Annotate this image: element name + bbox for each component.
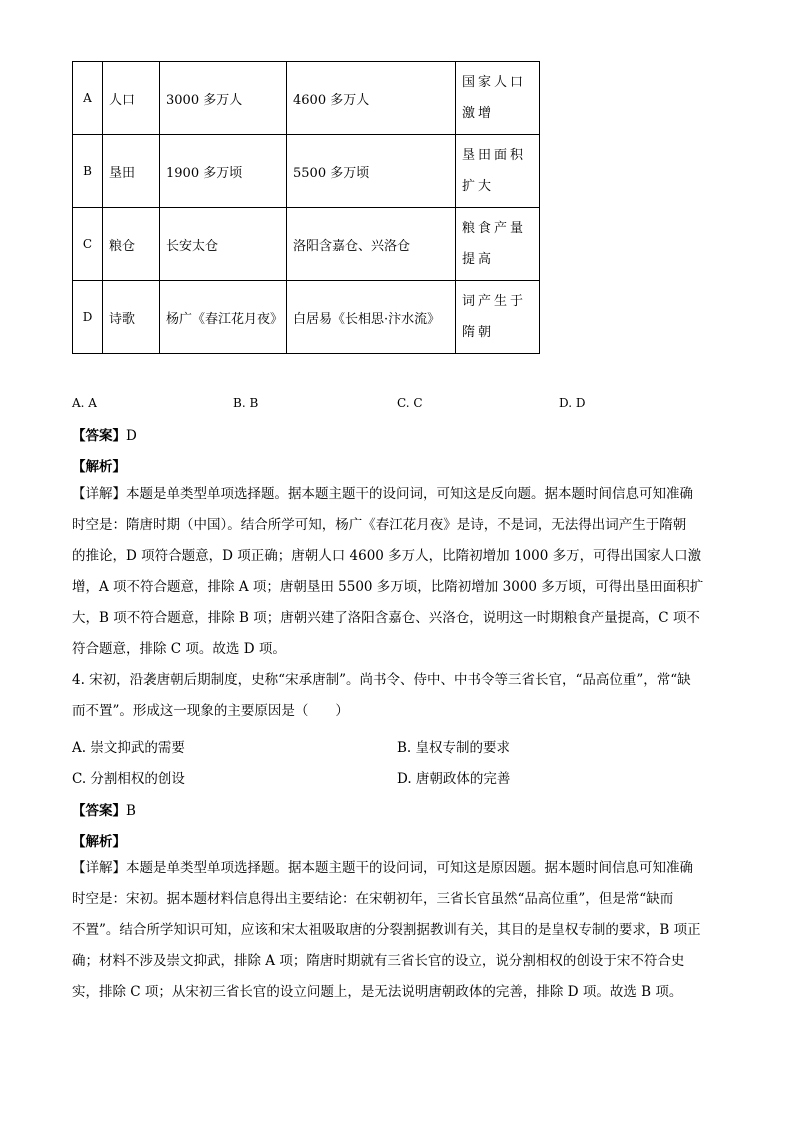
conclusion-line: 提高 (462, 252, 495, 267)
detail-line: 时空是：隋唐时期（中国）。结合所学可知，杨广《春江花月夜》是诗，不是词，无法得出词产生于隋朝 (72, 517, 687, 533)
q3-option-b: B. B (233, 396, 259, 410)
stem-line: 而不置”。形成这一现象的主要原因是（ ） (72, 703, 349, 719)
q3-option-c: C. C (397, 396, 423, 410)
table-row (73, 62, 540, 135)
detail-line: 【详解】本题是单类型单项选择题。据本题主题干的设问词，可知这是反向题。据本题时间信息可知准确 (72, 486, 693, 502)
detail-line: 大，B 项不符合题意，排除 B 项；唐朝兴建了洛阳含嘉仓、兴洛仓，说明这一时期粮食产量提高，C 项不 (72, 610, 700, 626)
row-letter: A (73, 62, 103, 135)
conclusion-line: 国家人口 (462, 75, 527, 90)
q3-analysis-label: 【解析】 (72, 459, 126, 475)
table-row (73, 208, 540, 281)
q3-option-d: D. D (559, 396, 586, 410)
detail-line: 实，排除 C 项；从宋初三省长官的设立问题上，是无法说明唐朝政体的完善，排除 D 项。故选 B 项。 (72, 984, 683, 1000)
detail-line: 不置”。结合所学知识可知，应该和宋太祖吸取唐的分裂割据教训有关，其目的是皇权专制的要求，B 项正 (72, 922, 701, 938)
row-tang: 白居易《长相思·汴水流》 (287, 281, 456, 354)
row-conclusion (456, 208, 540, 281)
row-sui: 长安太仓 (160, 208, 287, 281)
conclusion-line: 垦田面积 (462, 148, 527, 163)
row-item: 垦田 (103, 135, 160, 208)
row-letter: C (73, 208, 103, 281)
answer-value: B (126, 803, 136, 819)
conclusion-line: 词产生于 (462, 294, 527, 309)
answer-label: 【答案】 (72, 428, 126, 444)
conclusion-line: 扩大 (462, 179, 495, 194)
comparison-table (72, 61, 540, 354)
q4-option-a: A. 崇文抑武的需要 (72, 740, 185, 756)
conclusion-line: 激增 (462, 106, 495, 121)
row-tang: 5500 多万顷 (287, 135, 456, 208)
row-sui: 1900 多万顷 (160, 135, 287, 208)
detail-line: 【详解】本题是单类型单项选择题。据本题主题干的设问词，可知这是原因题。据本题时间信息可知准确 (72, 860, 693, 876)
detail-line: 确；材料不涉及崇文抑武，排除 A 项；隋唐时期就有三省长官的设立，说分割相权的创设于宋不符合史 (72, 953, 685, 969)
row-sui: 杨广《春江花月夜》 (160, 281, 287, 354)
q4-option-c: C. 分割相权的创设 (72, 771, 185, 787)
row-item: 诗歌 (103, 281, 160, 354)
q4-analysis-label: 【解析】 (72, 834, 126, 850)
q3-option-a: A. A (72, 396, 97, 410)
q3-detail (72, 479, 722, 665)
answer-value: D (126, 428, 137, 444)
detail-line: 符合题意，排除 C 项。故选 D 项。 (72, 641, 286, 657)
row-conclusion (456, 281, 540, 354)
stem-line: 4. 宋初，沿袭唐朝后期制度，史称“宋承唐制”。尚书令、侍中、中书令等三省长官，“品高位重”，常“缺 (72, 672, 691, 688)
row-sui: 3000 多万人 (160, 62, 287, 135)
row-tang: 洛阳含嘉仓、兴洛仓 (287, 208, 456, 281)
q3-answer (72, 424, 137, 444)
row-conclusion (456, 135, 540, 208)
table-row (73, 135, 540, 208)
detail-line: 时空是：宋初。据本题材料信息得出主要结论：在宋朝初年，三省长官虽然“品高位重”，但是常“缺而 (72, 891, 674, 907)
row-conclusion (456, 62, 540, 135)
detail-line: 增，A 项不符合题意，排除 A 项；唐朝垦田 5500 多万顷，比隋初增加 3000 多万顷，可得出垦田面积扩 (72, 579, 704, 595)
conclusion-line: 隋朝 (462, 325, 495, 340)
row-letter: D (73, 281, 103, 354)
row-item: 人口 (103, 62, 160, 135)
row-letter: B (73, 135, 103, 208)
q4-detail (72, 853, 722, 1008)
q4-stem (72, 665, 722, 727)
q4-option-d: D. 唐朝政体的完善 (397, 771, 511, 787)
row-tang: 4600 多万人 (287, 62, 456, 135)
q4-answer (72, 799, 136, 819)
q3-options (72, 396, 722, 412)
row-item: 粮仓 (103, 208, 160, 281)
answer-label: 【答案】 (72, 803, 126, 819)
detail-line: 的推论，D 项符合题意，D 项正确；唐朝人口 4600 多万人，比隋初增加 1000 多万，可得出国家人口激 (72, 548, 702, 564)
q4-option-b: B. 皇权专制的要求 (397, 740, 511, 756)
conclusion-line: 粮食产量 (462, 221, 527, 236)
table-row (73, 281, 540, 354)
